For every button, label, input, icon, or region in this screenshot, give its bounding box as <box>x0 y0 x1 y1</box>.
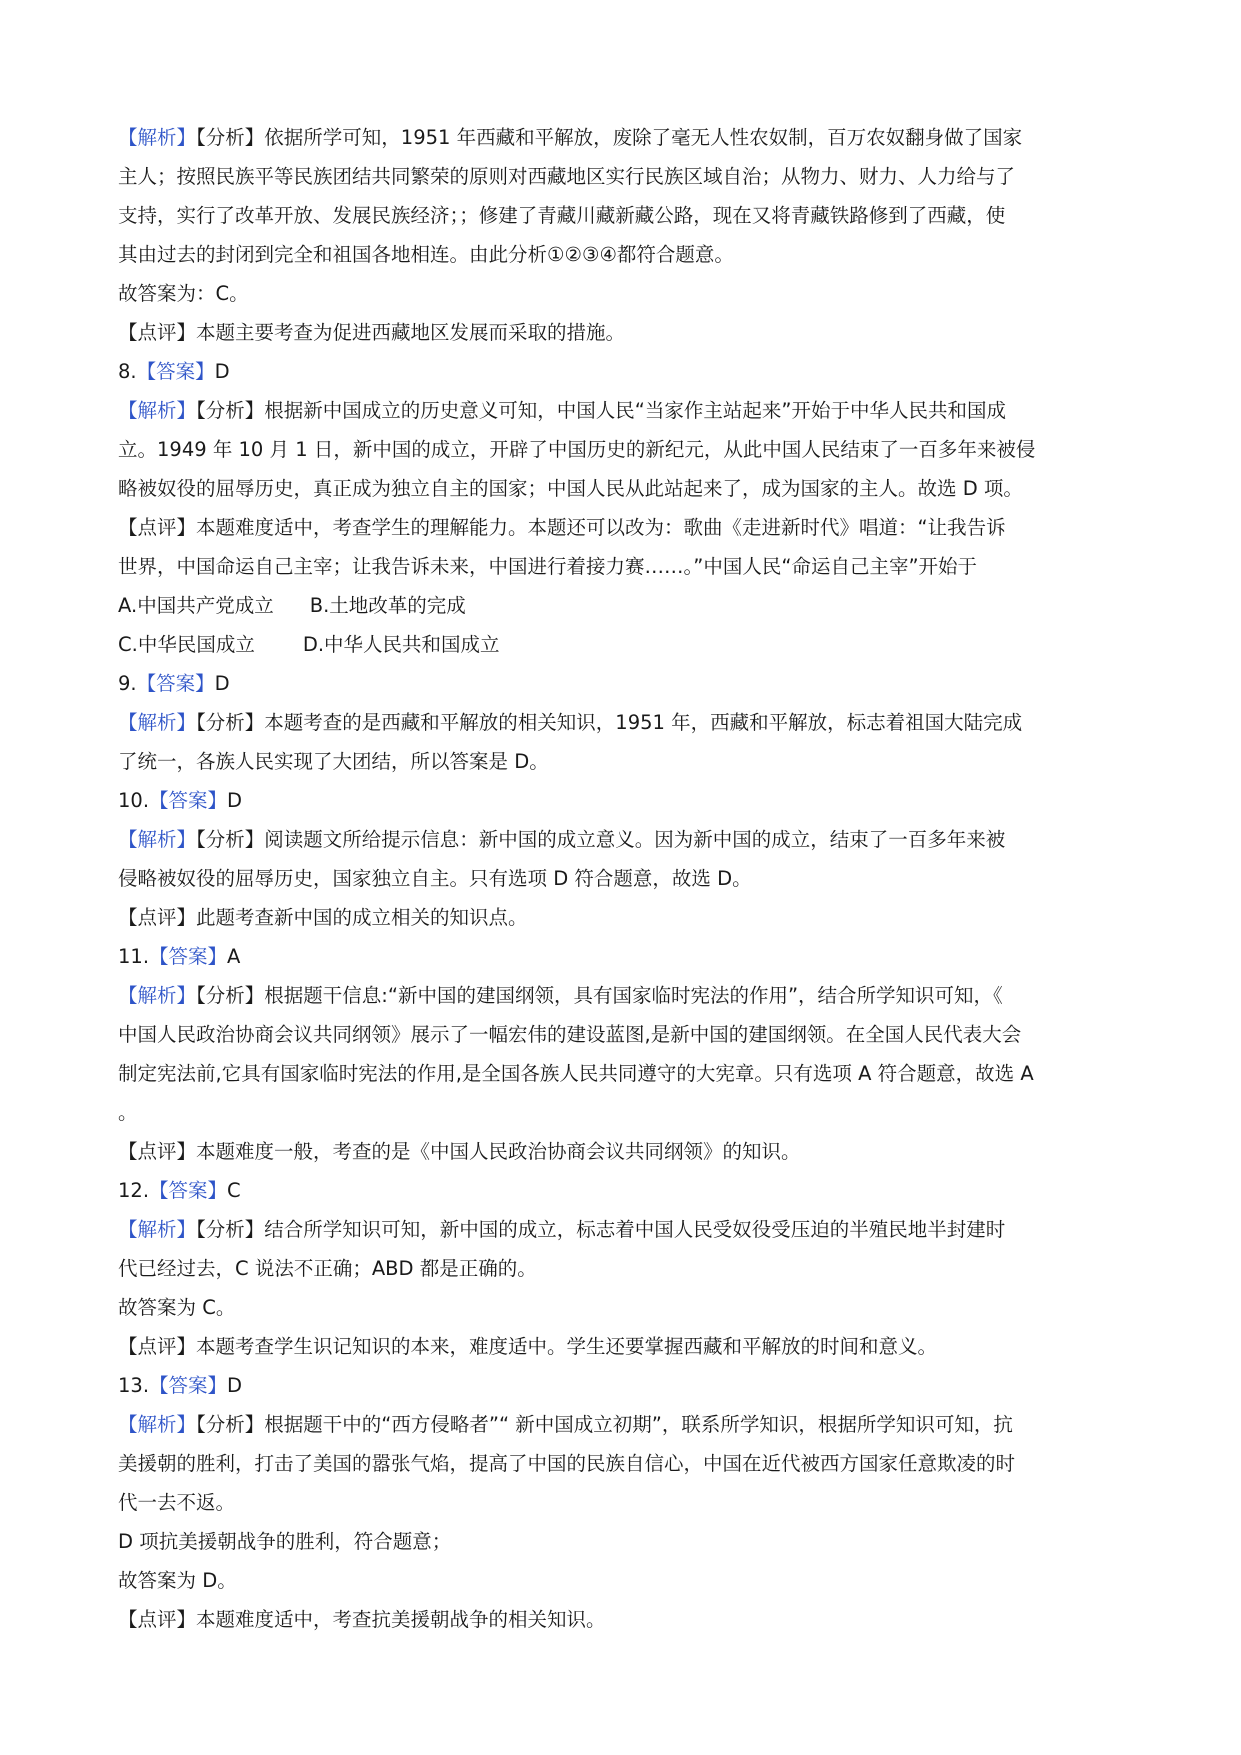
dianping-tag: 【点评】 <box>118 1335 197 1358</box>
jiexi-tag: 【解析】 <box>118 828 197 851</box>
analysis-text: 依据所学可知，1951 年西藏和平解放，废除了毫无人性农奴制，百万农奴翻身做了国家 <box>264 126 1023 149</box>
q9-answer-line <box>118 664 1138 703</box>
question-number: 12. <box>118 1179 150 1202</box>
comment-text: 此题考查新中国的成立相关的知识点。 <box>196 906 528 929</box>
daan-tag: 【答案】 <box>136 672 215 695</box>
jiexi-tag: 【解析】 <box>118 1413 197 1436</box>
jiexi-tag: 【解析】 <box>118 126 197 149</box>
analysis-text: 阅读题文所给提示信息：新中国的成立意义。因为新中国的成立，结束了一百多年来被 <box>264 828 1006 851</box>
comment-text: 本题难度一般，考查的是《中国人民政治协商会议共同纲领》的知识。 <box>196 1140 801 1163</box>
q11-comment-line <box>118 1132 1138 1171</box>
answer-value: D <box>214 360 230 383</box>
fenxi-tag: 【分析】 <box>196 984 265 1007</box>
option-a: A.中国共产党成立 <box>118 594 274 617</box>
text-line: 。 <box>118 1101 138 1124</box>
analysis-text: 根据题干信息:“新中国的建国纲领，具有国家临时宪法的作用”，结合所学知识可知，《 <box>264 984 1003 1007</box>
jiexi-tag: 【解析】 <box>118 399 197 422</box>
option-d: D.中华人民共和国成立 <box>302 633 500 656</box>
comment-text: 本题主要考查为促进西藏地区发展而采取的措施。 <box>196 321 626 344</box>
q12-analysis-line <box>118 1210 1138 1249</box>
fenxi-tag: 【分析】 <box>196 126 265 149</box>
q8-comment-line <box>118 508 1138 547</box>
option-c: C.中华民国成立 <box>118 633 255 656</box>
q12-comment-line <box>118 1327 1138 1366</box>
q7-analysis-line <box>118 118 1138 157</box>
dianping-tag: 【点评】 <box>118 321 197 344</box>
question-number: 9. <box>118 672 137 695</box>
question-number: 13. <box>118 1374 150 1397</box>
analysis-text: 根据新中国成立的历史意义可知，中国人民“当家作主站起来”开始于中华人民共和国成 <box>264 399 1006 422</box>
text-line: 中国人民政治协商会议共同纲领》展示了一幅宏伟的建设蓝图,是新中国的建国纲领。在全国人民代表大会 <box>118 1023 1022 1046</box>
document-page <box>118 118 1138 1639</box>
q13-analysis-line <box>118 1405 1138 1444</box>
text-line: 了统一，各族人民实现了大团结，所以答案是 D。 <box>118 750 549 773</box>
text-line: 制定宪法前,它具有国家临时宪法的作用,是全国各族人民共同遵守的大宪章。只有选项 A 符合题意，故选 A <box>118 1062 1034 1085</box>
q13-comment-line <box>118 1600 1138 1639</box>
q8-analysis-line <box>118 391 1138 430</box>
dianping-tag: 【点评】 <box>118 1140 197 1163</box>
answer-value: D <box>227 789 243 812</box>
comment-text: 本题难度适中，考查学生的理解能力。本题还可以改为：歌曲《走进新时代》唱道：“让我告诉 <box>196 516 1006 539</box>
q12-answer-line <box>118 1171 1138 1210</box>
analysis-text: 本题考查的是西藏和平解放的相关知识，1951 年，西藏和平解放，标志着祖国大陆完成 <box>264 711 1023 734</box>
jiexi-tag: 【解析】 <box>118 711 197 734</box>
text-line: 侵略被奴役的屈辱历史，国家独立自主。只有选项 D 符合题意，故选 D。 <box>118 867 752 890</box>
q9-analysis-line <box>118 703 1138 742</box>
analysis-text: 根据题干中的“西方侵略者”“ 新中国成立初期”，联系所学知识，根据所学知识可知，抗 <box>264 1413 1013 1436</box>
answer-conclusion: 故答案为 C。 <box>118 1296 236 1319</box>
fenxi-tag: 【分析】 <box>196 711 265 734</box>
text-line: 代已经过去，C 说法不正确；ABD 都是正确的。 <box>118 1257 537 1280</box>
q10-analysis-line <box>118 820 1138 859</box>
fenxi-tag: 【分析】 <box>196 1218 265 1241</box>
q8-answer-line <box>118 352 1138 391</box>
comment-text: 本题考查学生识记知识的本来，难度适中。学生还要掌握西藏和平解放的时间和意义。 <box>196 1335 938 1358</box>
question-number: 8. <box>118 360 137 383</box>
q13-answer-line <box>118 1366 1138 1405</box>
daan-tag: 【答案】 <box>149 1179 228 1202</box>
daan-tag: 【答案】 <box>149 789 228 812</box>
answer-value: A <box>227 945 241 968</box>
answer-conclusion: 故答案为 D。 <box>118 1569 237 1592</box>
text-line: 世界，中国命运自己主宰；让我告诉未来，中国进行着接力赛……。”中国人民“命运自己主宰”开始于 <box>118 555 978 578</box>
comment-text: 本题难度适中，考查抗美援朝战争的相关知识。 <box>196 1608 606 1631</box>
text-line: 立。1949 年 10 月 1 日，新中国的成立，开辟了中国历史的新纪元，从此中国人民结束了一百多年来被侵 <box>118 438 1036 461</box>
analysis-text: 结合所学知识可知，新中国的成立，标志着中国人民受奴役受压迫的半殖民地半封建时 <box>264 1218 1006 1241</box>
daan-tag: 【答案】 <box>149 945 228 968</box>
answer-value: C <box>227 1179 241 1202</box>
q10-answer-line <box>118 781 1138 820</box>
options-row <box>118 625 1138 664</box>
fenxi-tag: 【分析】 <box>196 399 265 422</box>
text-line: D 项抗美援朝战争的胜利，符合题意； <box>118 1530 452 1553</box>
q11-answer-line <box>118 937 1138 976</box>
answer-conclusion: 故答案为：C。 <box>118 282 249 305</box>
options-row <box>118 586 1138 625</box>
jiexi-tag: 【解析】 <box>118 1218 197 1241</box>
text-line: 支持，实行了改革开放、发展民族经济；；修建了青藏川藏新藏公路，现在又将青藏铁路修到了西藏，使 <box>118 204 1006 227</box>
answer-value: D <box>214 672 230 695</box>
question-number: 11. <box>118 945 150 968</box>
text-line: 美援朝的胜利，打击了美国的嚣张气焰，提高了中国的民族自信心，中国在近代被西方国家任意欺凌的时 <box>118 1452 1016 1475</box>
dianping-tag: 【点评】 <box>118 906 197 929</box>
daan-tag: 【答案】 <box>136 360 215 383</box>
option-b: B.土地改革的完成 <box>309 594 466 617</box>
text-line: 代一去不返。 <box>118 1491 236 1514</box>
fenxi-tag: 【分析】 <box>196 828 265 851</box>
text-line: 主人；按照民族平等民族团结共同繁荣的原则对西藏地区实行民族区域自治；从物力、财力、人力给与了 <box>118 165 1016 188</box>
text-line: 其由过去的封闭到完全和祖国各地相连。由此分析①②③④都符合题意。 <box>118 243 734 266</box>
daan-tag: 【答案】 <box>149 1374 228 1397</box>
question-number: 10. <box>118 789 150 812</box>
fenxi-tag: 【分析】 <box>196 1413 265 1436</box>
q11-analysis-line <box>118 976 1138 1015</box>
q10-comment-line <box>118 898 1138 937</box>
jiexi-tag: 【解析】 <box>118 984 197 1007</box>
text-line: 略被奴役的屈辱历史，真正成为独立自主的国家；中国人民从此站起来了，成为国家的主人。故选 D 项。 <box>118 477 1023 500</box>
dianping-tag: 【点评】 <box>118 1608 197 1631</box>
dianping-tag: 【点评】 <box>118 516 197 539</box>
answer-value: D <box>227 1374 243 1397</box>
q7-comment-line <box>118 313 1138 352</box>
